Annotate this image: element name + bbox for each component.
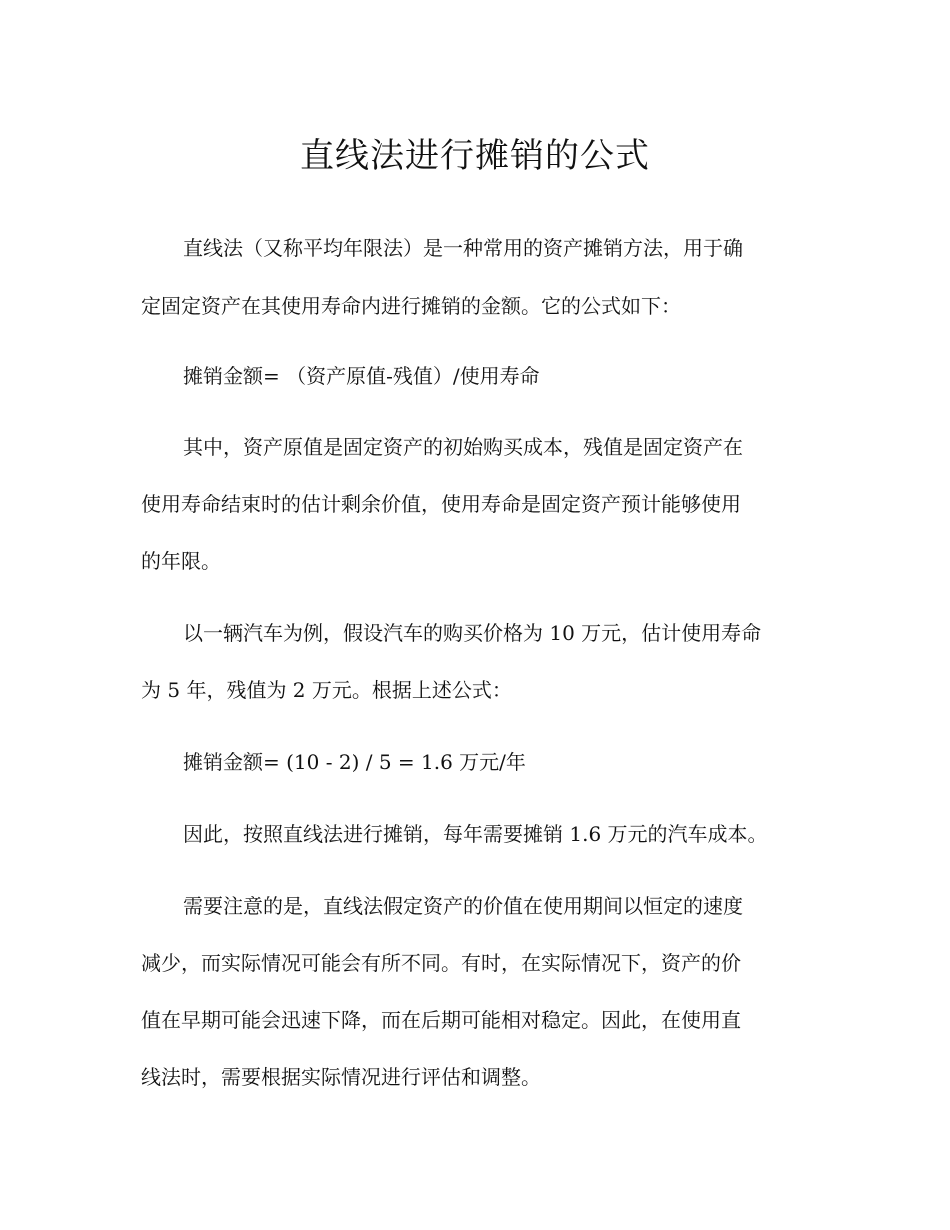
formula-line: 摊销金额= （资产原值-残值）/使用寿命 [183,364,540,388]
conclusion-line: 因此，按照直线法进行摊销，每年需要摊销 1.6 万元的汽车成本。 [183,822,768,846]
paragraph-2-line-3: 的年限。 [141,549,221,573]
paragraph-4-line-1: 需要注意的是，直线法假定资产的价值在使用期间以恒定的速度 [183,894,743,918]
paragraph-4-line-3: 值在早期可能会迅速下降，而在后期可能相对稳定。因此，在使用直 [141,1008,741,1032]
paragraph-3-line-2: 为 5 年，残值为 2 万元。根据上述公式： [141,678,512,702]
paragraph-3-line-1: 以一辆汽车为例，假设汽车的购买价格为 10 万元，估计使用寿命 [183,621,762,645]
example-formula-line: 摊销金额= (10 - 2) / 5 = 1.6 万元/年 [183,750,526,774]
paragraph-4-line-4: 线法时，需要根据实际情况进行评估和调整。 [141,1065,541,1089]
paragraph-2-line-2: 使用寿命结束时的估计剩余价值，使用寿命是固定资产预计能够使用 [141,492,741,516]
paragraph-2-line-1: 其中，资产原值是固定资产的初始购买成本，残值是固定资产在 [183,435,743,459]
document-title: 直线法进行摊销的公式 [300,136,650,176]
paragraph-1-line-2: 定固定资产在其使用寿命内进行摊销的金额。它的公式如下： [141,294,681,318]
paragraph-1-line-1: 直线法（又称平均年限法）是一种常用的资产摊销方法，用于确 [183,236,743,260]
paragraph-4-line-2: 减少，而实际情况可能会有所不同。有时，在实际情况下，资产的价 [141,951,741,975]
